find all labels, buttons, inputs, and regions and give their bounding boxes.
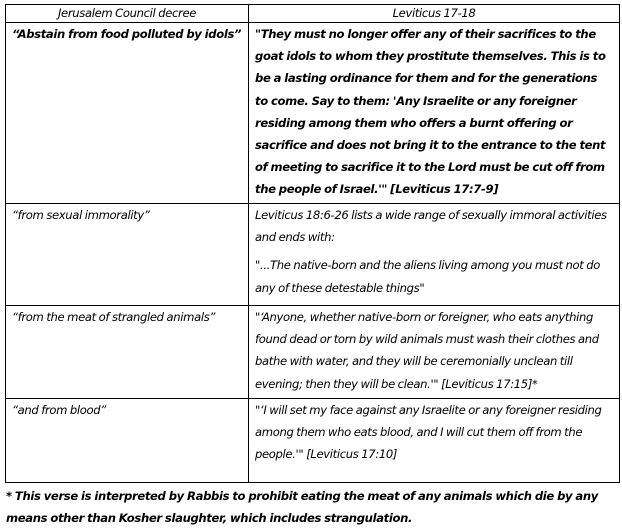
leviticus-quote: "...The native-born and the aliens living among you must not do any of these detestable things" bbox=[255, 258, 601, 295]
decree-cell bbox=[6, 399, 249, 483]
decree-cell bbox=[6, 306, 249, 399]
decree-text: “from the meat of strangled animals” bbox=[12, 310, 216, 324]
leviticus-text: "‘I will set my face against any Israelite or any foreigner residing among them who eats blood, and I will cut them off from the people.'" [Leviticus 17:10] bbox=[255, 403, 602, 462]
leviticus-cell bbox=[249, 399, 620, 483]
decree-cell bbox=[6, 23, 249, 204]
table-header-row bbox=[6, 5, 620, 23]
table-row bbox=[6, 399, 620, 483]
leviticus-text: "They must no longer offer any of their sacrifices to the goat idols to whom they prostitute themselves. This is to be a lasting ordinance for them and for the generations to come. Say to them: 'Any Israelite or any foreigner residing among them who offers a burnt offering or sacrifice and does not bring it to the entrance to the tent of meeting to sacrifice it to the Lord must be cut off from the people of Israel.'" [Leviticus 17:7-9] bbox=[255, 27, 606, 197]
leviticus-text: Leviticus 18:6-26 lists a wide range of sexually immoral activities and ends with: bbox=[255, 208, 607, 245]
decree-text: “from sexual immorality” bbox=[12, 208, 150, 222]
column-header-leviticus: Leviticus 17-18 bbox=[249, 5, 620, 23]
table-row bbox=[6, 23, 620, 204]
footnote: * This verse is interpreted by Rabbis to prohibit eating the meat of any animals which die by any means other than Kosher slaughter, which includes strangulation. bbox=[6, 489, 599, 525]
comparison-table bbox=[5, 4, 620, 483]
leviticus-text: "‘Anyone, whether native-born or foreigner, who eats anything found dead or torn by wild animals must wash their clothes and bathe with water, and they will be ceremonially unclean till evening; then they will be clean.'" [Leviticus 17:15]* bbox=[255, 310, 599, 391]
leviticus-cell bbox=[249, 306, 620, 399]
table-row bbox=[6, 204, 620, 306]
decree-text: “and from blood” bbox=[12, 403, 106, 417]
leviticus-cell bbox=[249, 23, 620, 204]
column-header-decree: Jerusalem Council decree bbox=[6, 5, 249, 23]
decree-cell bbox=[6, 204, 249, 306]
decree-text: “Abstain from food polluted by idols” bbox=[12, 27, 242, 41]
document bbox=[5, 4, 619, 529]
leviticus-cell bbox=[249, 204, 620, 306]
table-row bbox=[6, 306, 620, 399]
